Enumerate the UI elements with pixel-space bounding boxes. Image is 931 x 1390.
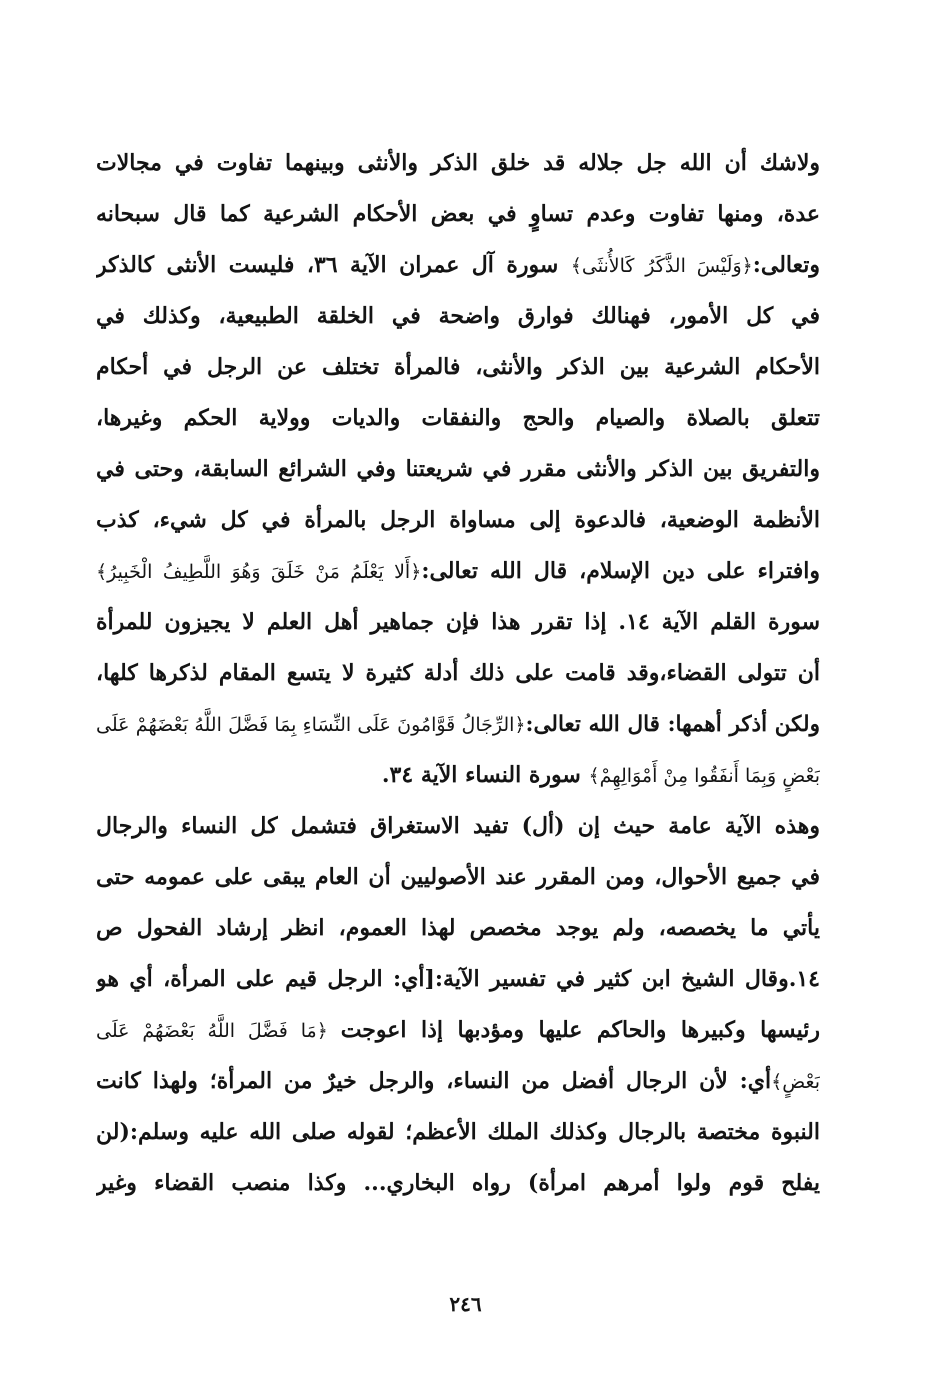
text-line: الأنظمة الوضعية، فالدعوة إلى مساواة الرجل بالمرأة في كل شيء، كذب: [96, 507, 820, 533]
text-line: عدة، ومنها تفاوت وعدم تساوٍ في بعض الأحكام الشرعية كما قال سبحانه: [96, 201, 820, 227]
text-line: في كل الأمور، فهنالك فوارق واضحة في الخلقة الطبيعية، وكذلك في: [96, 303, 820, 329]
text-line: يفلح قوم ولوا أمرهم امرأة) رواه البخاري... وكذا منصب القضاء وغير: [96, 1170, 820, 1196]
text-line: ولكن أذكر أهمها: قال الله تعالى:﴿الرِّجَالُ قَوَّامُونَ عَلَى النِّسَاءِ بِمَا فَضَّلَ اللَّهُ بَعْضَهُمْ عَلَى: [96, 712, 820, 737]
quran-verse: ﴿مَا فَضَّلَ اللَّهُ بَعْضَهُمْ عَلَى: [96, 1020, 341, 1042]
quran-verse: بَعْضٍ وَبِمَا أَنفَقُوا مِنْ أَمْوَالِهِمْ﴾: [588, 765, 820, 787]
text-line: ولاشك أن الله جل جلاله قد خلق الذكر والأنثى وبينهما تفاوت في مجالات: [96, 150, 820, 176]
quran-verse: ﴿الرِّجَالُ قَوَّامُونَ عَلَى النِّسَاءِ بِمَا فَضَّلَ اللَّهُ بَعْضَهُمْ عَلَى: [96, 714, 526, 736]
page-number: ٢٤٦: [449, 1292, 482, 1316]
text-line: الأحكام الشرعية بين الذكر والأنثى، فالمرأة تختلف عن الرجل في أحكام: [96, 354, 820, 380]
text-line: وافتراء على دين الإسلام، قال الله تعالى:﴿أَلا يَعْلَمُ مَنْ خَلَقَ وَهُوَ اللَّطِيفُ الْخَبِيرُ﴾: [96, 558, 820, 584]
text-line: والتفريق بين الذكر والأنثى مقرر في شريعتنا وفي الشرائع السابقة، وحتى في: [96, 456, 820, 482]
text-line: وهذه الآية عامة حيث إن (أل) تفيد الاستغراق فتشمل كل النساء والرجال: [96, 813, 820, 839]
quran-verse: ﴿وَلَيْسَ الذَّكَرُ كَالأُنثَى﴾: [570, 255, 753, 277]
text-line: النبوة مختصة بالرجال وكذلك الملك الأعظم؛ لقوله صلى الله عليه وسلم:(لن: [96, 1119, 820, 1145]
text-line: تتعلق بالصلاة والصيام والحج والنفقات والديات وولاية الحكم وغيرها،: [96, 405, 820, 431]
body-text: [96, 138, 820, 1209]
text-line: سورة القلم الآية ١٤. إذا تقرر هذا فإن جماهير أهل العلم لا يجيزون للمرأة: [96, 609, 820, 635]
text-line: ١٤.وقال الشيخ ابن كثير في تفسير الآية:[أي: الرجل قيم على المرأة، أي هو: [96, 966, 820, 992]
text-line: بَعْضٍ وَبِمَا أَنفَقُوا مِنْ أَمْوَالِهِمْ﴾ سورة النساء الآية ٣٤.: [381, 762, 820, 788]
quran-verse: ﴿أَلا يَعْلَمُ مَنْ خَلَقَ وَهُوَ اللَّطِيفُ الْخَبِيرُ﴾: [96, 561, 422, 583]
text-line: رئيسها وكبيرها والحاكم عليها ومؤدبها إذا اعوجت ﴿مَا فَضَّلَ اللَّهُ بَعْضَهُمْ عَلَى: [96, 1017, 820, 1043]
text-line: بَعْضٍ﴾أي: لأن الرجال أفضل من النساء، والرجل خيرٌ من المرأة؛ ولهذا كانت: [96, 1068, 820, 1094]
text-line: وتعالى:﴿وَلَيْسَ الذَّكَرُ كَالأُنثَى﴾ سورة آل عمران الآية ٣٦، فليست الأنثى كالذكر: [96, 252, 820, 278]
text-line: أن تتولى القضاء،وقد قامت على ذلك أدلة كثيرة لا يتسع المقام لذكرها كلها،: [96, 660, 820, 686]
quran-verse: بَعْضٍ﴾: [771, 1071, 820, 1093]
text-line: في جميع الأحوال، ومن المقرر عند الأصوليين أن العام يبقى على عمومه حتى: [96, 864, 820, 890]
text-line: يأتي ما يخصصه، ولم يوجد مخصص لهذا العموم، انظر إرشاد الفحول ص: [96, 915, 820, 941]
